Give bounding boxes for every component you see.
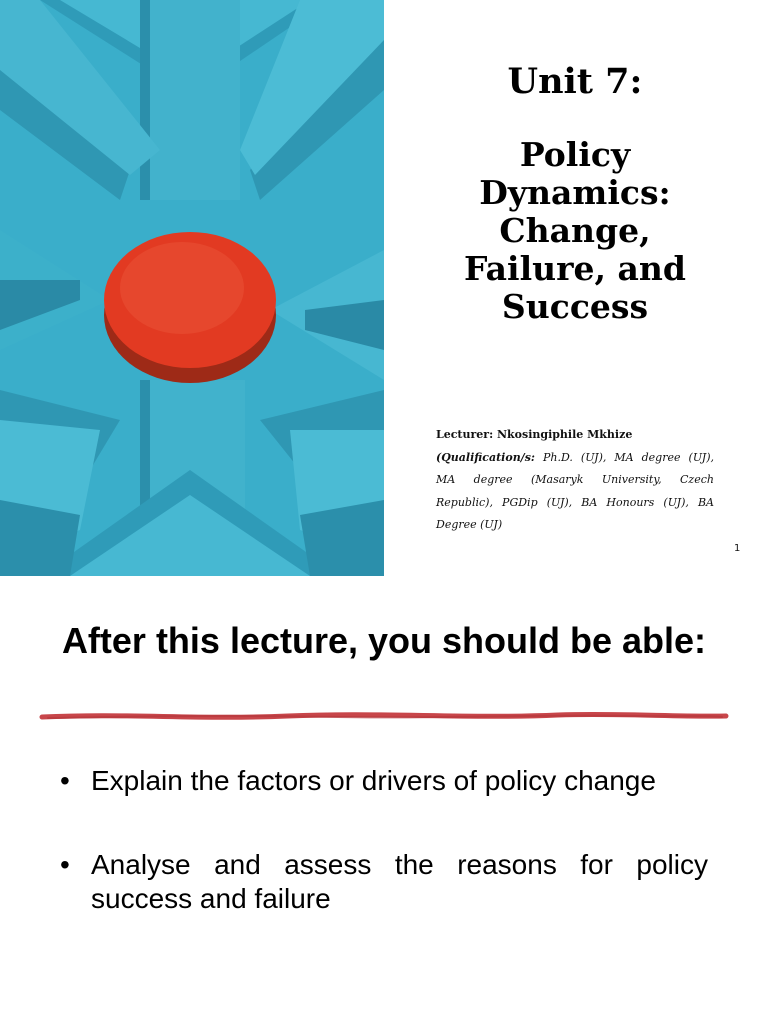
objectives-slide [0, 588, 768, 1024]
title-line: Change, [499, 211, 651, 250]
qualifications-label: (Qualification/s: [436, 450, 535, 464]
decorative-brush-stroke [38, 708, 730, 724]
title-block [420, 62, 730, 326]
unit-title: Unit 7: [507, 61, 643, 102]
objectives-list [60, 764, 708, 916]
lecturer-info [436, 424, 714, 537]
hero-image [0, 0, 384, 576]
title-line: Failure, and [464, 249, 686, 288]
lecturer-name: Lecturer: Nkosingiphile Mkhize [436, 428, 633, 441]
slide-title [420, 136, 730, 326]
title-line: Success [501, 287, 649, 326]
bullet-text: Explain the factors or drivers of policy change [91, 765, 656, 796]
list-item [60, 848, 708, 916]
qualifications [436, 447, 714, 537]
page-number: 1 [734, 543, 741, 554]
title-line: Policy [519, 135, 631, 174]
bullet-text: Analyse and assess the reasons for policy success and failure [91, 849, 708, 914]
objectives-heading: After this lecture, you should be able: [61, 620, 707, 661]
title-line: Dynamics: [479, 173, 671, 212]
list-item [60, 764, 708, 798]
qualifications-text: Ph.D. (UJ), MA degree (UJ), MA degree (Masaryk University, Czech Republic), PGDip (UJ), BA Honours (UJ), BA Degree (UJ) [436, 450, 714, 531]
bullet-icon: • [60, 765, 70, 796]
bullet-icon: • [60, 849, 70, 880]
